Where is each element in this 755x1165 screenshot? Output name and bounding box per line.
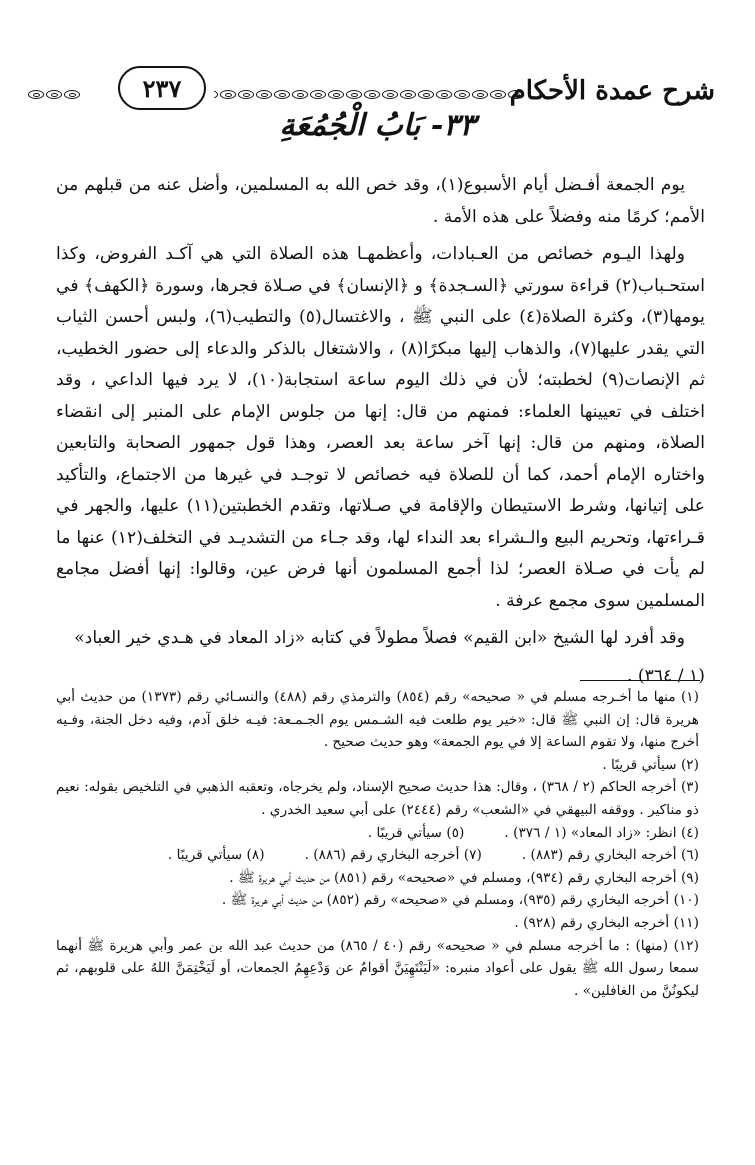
paragraph: ولهذا اليـوم خصائص من العـبادات، وأعظمهـا هذه الصلاة التي هي آكـد الفروض، وكذا استحـباب(٢) قراءة سورتي ﴿السـجدة﴾ و ﴿الإنسان﴾ في صـلاة فجرها، وسورة ﴿الكهف﴾ في يومها(٣)، وكثرة الصلاة(٤) على النبي ﷺ ، والاغتسال(٥) والتطيب(٦)، ولبس أحسن الثياب التي يقدر عليها(٧)، والذهاب إليها مبكرًا(٨) ، والاشتغال بالذكر والدعاء إلى حضور الخطيب، ثم الإنصات(٩) لخطبته؛ لأن في ذلك اليوم ساعة استجابة(١٠)، لا يرد فيها الداعي ، وقد اختلف في تعيينها العلماء: فمنهم من قال: إنها من جلوس الإمام على المنبر إلى انقضاء الصلاة، ومنهم من قال: إنها آخر ساعة بعد العصر، وهذا قول جمهور الصحابة والتابعين واختاره الإمام أحمد، كما أن للصلاة فيه خصائص لا توجـد في غيرها من الاجتماع، والتأكيد على إتيانها، وشرط الاستيطان والإقامة في صـلاتها، وتقدم الخطبتين(١١) عليها، والجهر في قـراءتها، وتحريم البيع والـشراء بعد النداء لها، وقد جـاء من التشديـد في التخلف(١٢) عنها ما لم يأت في صـلاة العصر؛ لذا أجمع المسلمون أنها فرض عين، وقالوا: إنها أفضل مجامع المسلمين سوى مجمع عرفة . bbox=[56, 244, 706, 611]
footnote-row bbox=[56, 822, 699, 845]
chapter-title: ٣٣- بَابُ الْجُمُعَةِ bbox=[279, 108, 476, 143]
footnote: (٣) أخرجه الحاكم (٢ / ٣٦٨) ، وقال: هذا حديث صحيح الإسناد، ولم يخرجاه، وتعقبه الذهبي في التلخيص بقوله: نعيم ذو مناكير . ووقفه البيهقي في «الشعب» رقم (٢٤٤٤) على أبي سعيد الخدري . bbox=[56, 779, 699, 818]
citation: (١ / ٣٦٤) . bbox=[626, 665, 705, 686]
footnote: (٤) انظر: «زاد المعاد» (١ / ٣٧٦) . bbox=[504, 824, 699, 841]
footnote: (١٢) (منها) : ما أخرجه مسلم في « صحيحه» رقم (٤٠ / ٨٦٥) من حديث عبد الله بن عمر وأبي هريرة ﷺ أنهما سمعا رسول الله ﷺ يقول على أعواد منبره: «لَيَنْتَهِيَنَّ أقوامٌ عن وَدْعِهِمُ الجمعات، أو لَيَخْتِمَنَّ اللهُ على قلوبهم، ثم ليكونُنَّ من الغافلين» . bbox=[56, 937, 699, 999]
footnote: (٧) أخرجه البخاري رقم (٨٨٦) . bbox=[304, 847, 482, 864]
header-ornament-left bbox=[28, 90, 90, 104]
footnote-row bbox=[56, 844, 699, 867]
footnote: (١) منها ما أخـرجه مسلم في « صحيحه» رقم (٨٥٤) والترمذي رقم (٤٨٨) والنسـائي رقم (١٣٧٣) من حديث أبي هريرة قال: إن النبي ﷺ قال: «خير يوم طلعت فيه الشـمس يوم الجـمـعة: فيـه خلق آدم، وفيه دخل الجنة، وفـيه أخرج منها، ولا تقوم الساعة إلا في يوم الجمعة» وهو حديث صحيح . bbox=[56, 689, 699, 751]
page-number: ٢٣٧ bbox=[118, 66, 206, 110]
header-ornament-band bbox=[214, 90, 524, 104]
footnotes bbox=[56, 686, 699, 1002]
paragraph: وقد أفرد لها الشيخ «ابن القيم» فصلاً مطولاً في كتابه «زاد المعاد في هـدي خير العباد» bbox=[74, 628, 685, 648]
footnote: (١٠) أخرجه البخاري رقم (٩٣٥)، ومسلم في «صحيحه» رقم (٨٥٢) من حديث أبي هريرة ﷺ . bbox=[221, 892, 699, 909]
footnote: (١١) أخرجه البخاري رقم (٩٢٨) . bbox=[514, 914, 699, 931]
footnote: (٢) سيأتي قريبًا . bbox=[602, 756, 699, 773]
paragraph: يوم الجمعة أفـضل أيام الأسبوع(١)، وقد خص الله به المسلمين، وأضل عنه من قبلهم من الأمم؛ كرمًا منه وفضلاً على هذه الأمة . bbox=[56, 175, 705, 227]
footnote: (٨) سيأتي قريبًا . bbox=[167, 847, 265, 864]
footnote-divider bbox=[580, 680, 700, 681]
main-text bbox=[56, 170, 705, 692]
footnote: (٩) أخرجه البخاري رقم (٩٣٤)، ومسلم في «صحيحه» رقم (٨٥١) من حديث أبي هريرة ﷺ . bbox=[229, 869, 699, 886]
book-title: شرح عمدة الأحكام bbox=[509, 76, 715, 106]
footnote: (٥) سيأتي قريبًا . bbox=[367, 824, 465, 841]
footnote: (٦) أخرجه البخاري رقم (٨٨٣) . bbox=[521, 847, 699, 864]
page-header bbox=[28, 66, 715, 114]
